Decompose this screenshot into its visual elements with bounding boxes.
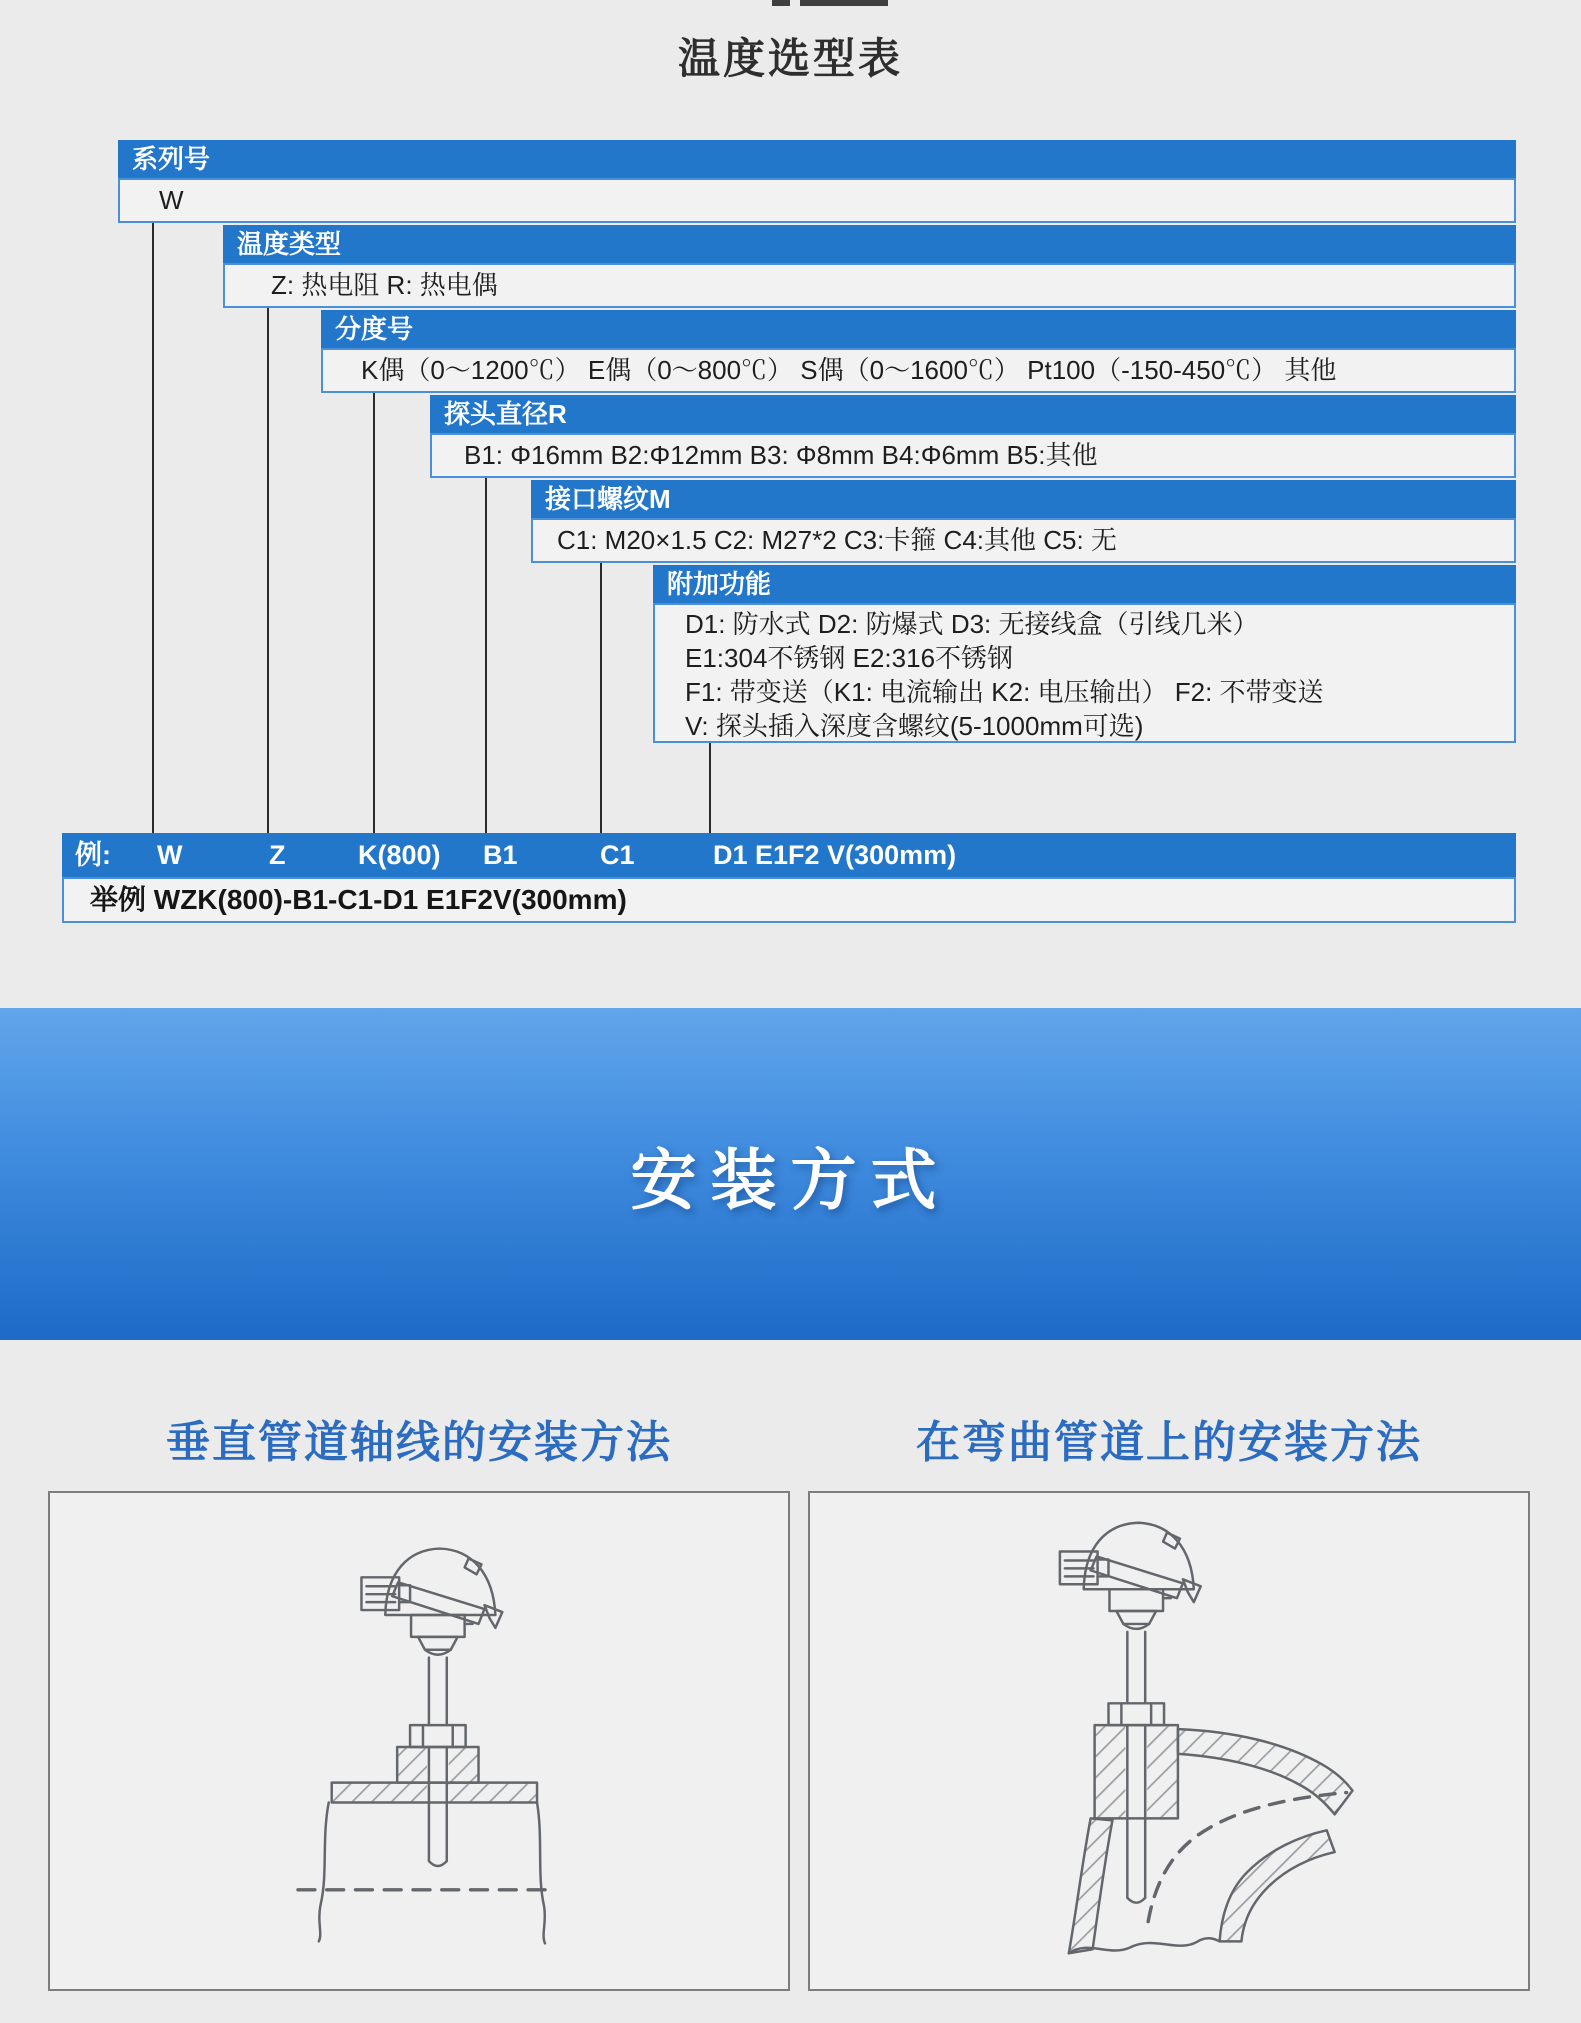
- connector-line: [600, 563, 602, 833]
- mounting-boss: [1095, 1725, 1178, 1818]
- tier-header-thread: 接口螺纹M: [531, 480, 1516, 518]
- additional-functions-line: V: 探头插入深度含螺纹(5-1000mm可选): [685, 711, 1144, 741]
- tier-header-graduation: 分度号: [321, 310, 1516, 348]
- curved-pipe-installation-drawing: [810, 1493, 1528, 1989]
- vertical-pipe-installation-drawing: [50, 1493, 788, 1989]
- installation-banner-title: 安装方式: [630, 1142, 951, 1217]
- mounting-boss: [397, 1747, 478, 1783]
- tier-value-series-no: W: [118, 178, 1516, 223]
- connector-line: [267, 308, 269, 833]
- tier-value-temp-type: Z: 热电阻 R: 热电偶: [223, 263, 1516, 308]
- tier-value-probe-diameter: B1: Φ16mm B2:Φ12mm B3: Φ8mm B4:Φ6mm B5:其他: [430, 433, 1516, 478]
- additional-functions-line: E1:304不锈钢 E2:316不锈钢: [685, 643, 1014, 673]
- vertical-pipe-heading: 垂直管道轴线的安装方法: [166, 1418, 672, 1467]
- additional-functions-line: D1: 防水式 D2: 防爆式 D3: 无接线盒（引线几米）: [685, 609, 1259, 639]
- example-code: W: [157, 840, 183, 870]
- curved-pipe-heading: 在弯曲管道上的安装方法: [916, 1418, 1422, 1467]
- connection-head: [361, 1549, 502, 1655]
- connection-head: [1060, 1523, 1201, 1629]
- connector-line: [709, 743, 711, 833]
- example-code: B1: [483, 840, 518, 870]
- example-code: Z: [269, 840, 286, 870]
- example-code: C1: [600, 840, 635, 870]
- tier-header-probe-diameter: 探头直径R: [430, 395, 1516, 433]
- connector-line: [373, 393, 375, 833]
- curved-pipe-drawing-box: [808, 1491, 1530, 1991]
- vertical-pipe-drawing-box: [48, 1491, 790, 1991]
- tier-value-additional-functions: [653, 603, 1516, 743]
- example-full-code: 举例 WZK(800)-B1-C1-D1 E1F2V(300mm): [62, 877, 1516, 923]
- cropped-text-fragment: [772, 0, 790, 6]
- installation-banner: [0, 1008, 1581, 1340]
- tier-header-series-no: 系列号: [118, 140, 1516, 178]
- tier-value-thread: C1: M20×1.5 C2: M27*2 C3:卡箍 C4:其他 C5: 无: [531, 518, 1516, 563]
- tier-header-temp-type: 温度类型: [223, 225, 1516, 263]
- example-code: K(800): [358, 840, 441, 870]
- connector-line: [485, 478, 487, 833]
- connector-line: [152, 223, 154, 833]
- cropped-text-fragment: [800, 0, 888, 6]
- tier-value-graduation: K偶（0～1200℃） E偶（0～800℃） S偶（0～1600℃） Pt100（-150-450℃） 其他: [321, 348, 1516, 393]
- example-code-row: [62, 833, 1516, 877]
- example-prefix: 例:: [75, 840, 111, 870]
- page-title: 温度选型表: [677, 35, 903, 82]
- tier-header-additional-functions: 附加功能: [653, 565, 1516, 603]
- example-code: D1 E1F2 V(300mm): [713, 840, 957, 870]
- additional-functions-line: F1: 带变送（K1: 电流输出 K2: 电压输出） F2: 不带变送: [685, 677, 1324, 707]
